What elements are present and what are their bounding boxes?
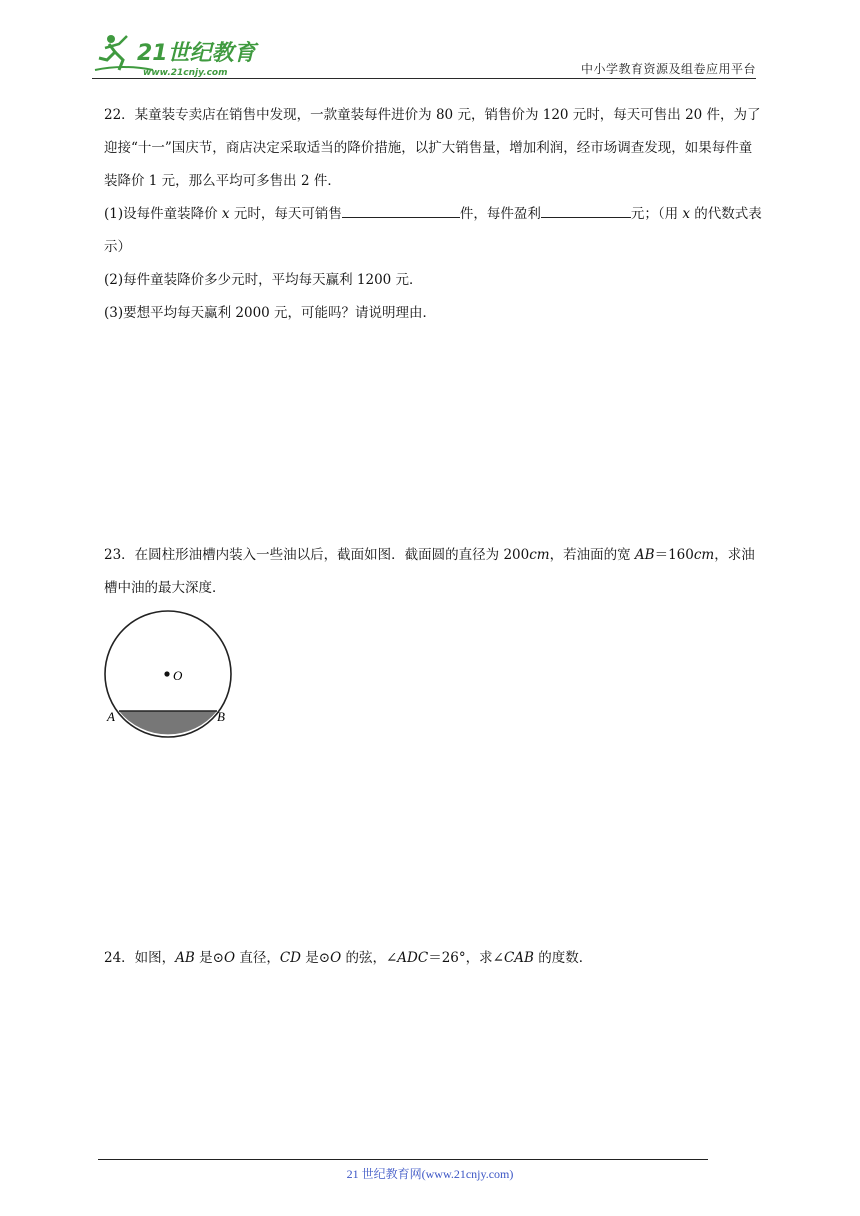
logo [93,30,263,80]
q22-part3: (3)要想平均每天赢利 2000 元，可能吗？请说明理由． [104,305,437,321]
q24-text: 24．如图，AB 是⊙O 直径，CD 是⊙O 的弦，∠ADC＝26°，求∠CAB 的度数． [104,950,593,966]
question-22 [104,99,764,330]
footer-divider [98,1159,708,1160]
q22-part1: (1)设每件童装降价 x 元时，每天可销售 件，每件盈利 元；（用 x 的代数式表示） [104,198,764,264]
logo-text: 21世纪教育 [137,41,256,66]
q22-part2: (2)每件童装降价多少元时，平均每天赢利 1200 元． [104,272,423,288]
question-23 [104,539,764,605]
label-a: A [107,709,115,724]
logo-url: www.21cnjy.com [143,68,228,78]
answer-blank[interactable] [342,203,460,218]
page-header [0,0,860,86]
oil-tank-figure [98,608,242,746]
center-point [164,671,169,676]
q22-intro: 22．某童装专卖店在销售中发现，一款童装每件进价为 80 元，销售价为 120 元时，每天可售出 20 件，为了迎接“十一”国庆节，商店决定采取适当的降价措施，以扩大销售量，增加利润，经市场调查发现，如果每件童装降价 1 元，那么平均可多售出 2 件． [104,107,761,189]
platform-text: 中小学教育资源及组卷应用平台 [580,62,756,76]
footer-link[interactable]: 21 世纪教育网(www.21cnjy.com) [346,1167,514,1181]
header-divider [92,78,756,79]
question-24 [104,942,764,975]
q23-text: 23．在圆柱形油槽内装入一些油以后，截面如图．截面圆的直径为 200cm，若油面的宽 AB＝160cm，求油槽中油的最大深度． [104,547,755,596]
oil-segment [119,711,217,734]
label-b: B [217,709,225,724]
label-o: O [173,668,183,683]
answer-blank[interactable] [541,203,631,218]
